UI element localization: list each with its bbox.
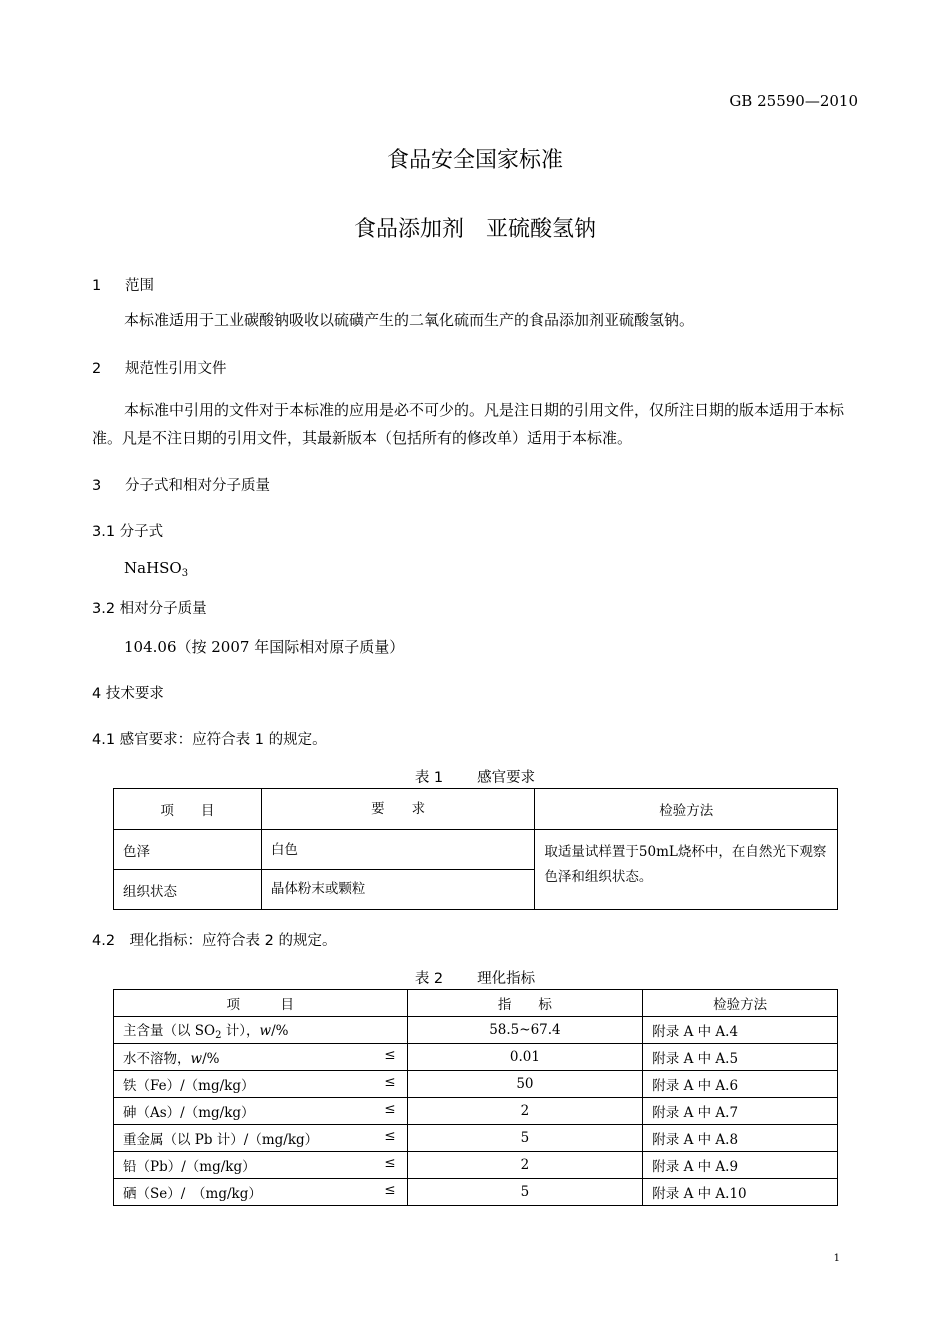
value-cell: 50	[407, 1071, 643, 1098]
operator-symbol: ≤	[384, 1182, 396, 1198]
value-cell: 2	[407, 1098, 643, 1125]
method-cell: 附录 A 中 A.9	[643, 1152, 838, 1179]
table-row	[114, 1125, 838, 1152]
requirement-cell: 白色	[261, 830, 535, 870]
table-row	[114, 830, 838, 870]
molecular-formula	[124, 559, 188, 579]
operator-symbol: ≤	[384, 1074, 396, 1090]
item-cell: 水不溶物，w/% ≤	[114, 1044, 408, 1071]
method-cell: 附录 A 中 A.8	[643, 1125, 838, 1152]
operator-symbol: ≤	[384, 1155, 396, 1171]
section-title: 规范性引用文件	[125, 361, 227, 377]
formula-subscript: 3	[181, 568, 189, 579]
table-sensory	[113, 788, 838, 910]
table-physicochemical	[113, 989, 838, 1206]
method-cell: 附录 A 中 A.5	[643, 1044, 838, 1071]
table-row	[114, 1098, 838, 1125]
caption-number: 表 1	[414, 770, 444, 786]
table-row	[114, 1152, 838, 1179]
header-cell-item: 项 目	[114, 789, 262, 830]
header-cell-requirement: 要 求	[261, 789, 535, 830]
subsection-3-2-heading: 3.2 相对分子质量	[92, 601, 207, 617]
section-title: 范围	[125, 278, 154, 294]
operator-symbol: ≤	[384, 1047, 396, 1063]
value-cell: 5	[407, 1179, 643, 1206]
caption-title: 感官要求	[477, 770, 536, 786]
operator-symbol: ≤	[384, 1101, 396, 1117]
section-1-heading	[92, 274, 154, 295]
subsection-3-1-heading: 3.1 分子式	[92, 524, 164, 540]
subsection-4-2-text: 4.2 理化指标：应符合表 2 的规定。	[92, 933, 337, 949]
header-cell-item: 项 目	[114, 990, 408, 1017]
table-row	[114, 1071, 838, 1098]
page-number: 1	[833, 1253, 840, 1264]
item-cell: 铁（Fe）/（mg/kg） ≤	[114, 1071, 408, 1098]
item-cell: 组织状态	[114, 870, 262, 910]
subsection-4-1-text: 4.1 感官要求：应符合表 1 的规定。	[92, 732, 327, 748]
caption-title: 理化指标	[477, 971, 536, 987]
table-row	[114, 1179, 838, 1206]
table-row	[114, 1044, 838, 1071]
section-2-heading	[92, 357, 227, 378]
method-cell: 取适量试样置于50mL烧杯中，在自然光下观察色泽和组织状态。	[535, 830, 838, 910]
value-cell: 5	[407, 1125, 643, 1152]
item-cell: 重金属（以 Pb 计）/（mg/kg） ≤	[114, 1125, 408, 1152]
value-cell: 2	[407, 1152, 643, 1179]
section-3-heading	[92, 474, 270, 495]
operator-symbol: ≤	[384, 1128, 396, 1144]
section-1-text: 本标准适用于工业碳酸钠吸收以硫磺产生的二氧化硫而生产的食品添加剂亚硫酸氢钠。	[124, 311, 695, 329]
method-cell: 附录 A 中 A.4	[643, 1017, 838, 1044]
caption-number: 表 2	[414, 971, 444, 987]
document-title: 食品安全国家标准	[386, 148, 563, 173]
section-title: 分子式和相对分子质量	[125, 478, 270, 494]
table-row	[114, 1017, 838, 1044]
item-cell: 铅（Pb）/（mg/kg） ≤	[114, 1152, 408, 1179]
document-subtitle: 食品添加剂 亚硫酸氢钠	[353, 217, 596, 242]
table-header-row	[114, 990, 838, 1017]
section-2-text: 本标准中引用的文件对于本标准的应用是必不可少的。凡是注日期的引用文件，仅所注日期的版本适用于本标准。凡是不注日期的引用文件，其最新版本（包括所有的修改单）适用于本标准。	[92, 401, 845, 447]
table-1-caption	[0, 766, 950, 787]
molecular-mass: 104.06（按 2007 年国际相对原子质量）	[124, 638, 405, 656]
formula-main: NaHSO	[124, 559, 182, 577]
method-cell: 附录 A 中 A.10	[643, 1179, 838, 1206]
header-cell-method: 检验方法	[535, 789, 838, 830]
section-number: 3	[92, 478, 102, 494]
item-cell: 色泽	[114, 830, 262, 870]
table-2-caption	[0, 967, 950, 988]
table-header-row	[114, 789, 838, 830]
section-number: 2	[92, 361, 102, 377]
value-cell: 58.5~67.4	[407, 1017, 643, 1044]
standard-number: GB 25590—2010	[729, 92, 858, 110]
header-cell-index: 指 标	[407, 990, 643, 1017]
value-cell: 0.01	[407, 1044, 643, 1071]
header-cell-method: 检验方法	[643, 990, 838, 1017]
method-cell: 附录 A 中 A.6	[643, 1071, 838, 1098]
section-4-heading: 4 技术要求	[92, 686, 164, 702]
section-number: 1	[92, 278, 102, 294]
method-cell: 附录 A 中 A.7	[643, 1098, 838, 1125]
requirement-cell: 晶体粉末或颗粒	[261, 870, 535, 910]
item-cell: 硒（Se）/ （mg/kg） ≤	[114, 1179, 408, 1206]
item-cell: 砷（As）/（mg/kg） ≤	[114, 1098, 408, 1125]
item-cell: 主含量（以 $SO_2$ 计），w/%	[114, 1017, 408, 1044]
